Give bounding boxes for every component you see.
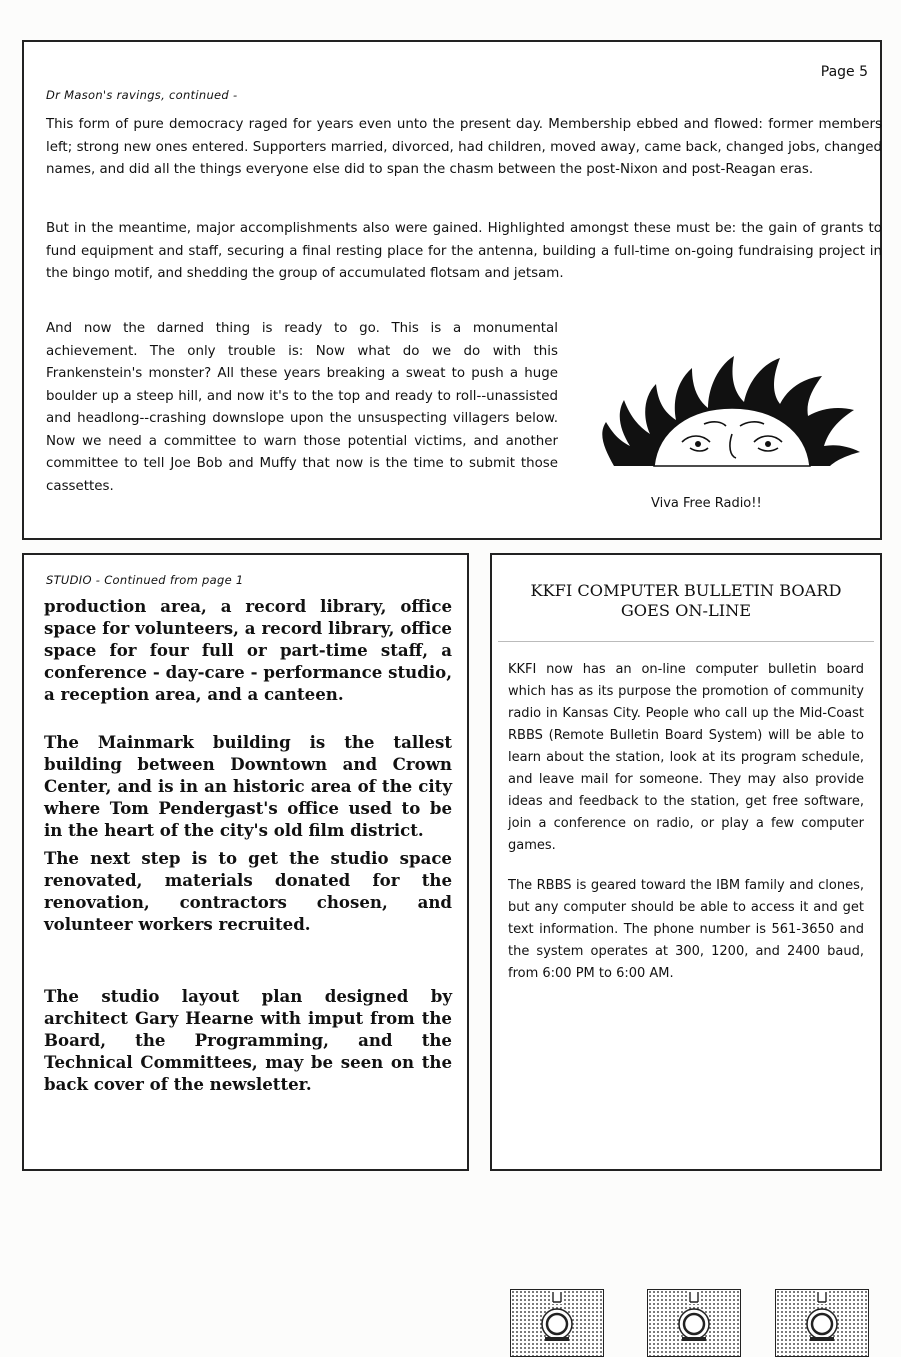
ravings-article xyxy=(22,40,882,540)
bbs-title xyxy=(502,581,870,621)
page-number: Page 5 xyxy=(820,64,868,80)
sun-illustration xyxy=(594,338,864,468)
bbs-title-line-2: GOES ON-LINE xyxy=(620,601,752,620)
studio-paragraph-1: production area, a record library, office space for volunteers, a record library, office space for four full or part-time staff, a conference - day-care - performance studio, a reception area, and a canteen. xyxy=(44,596,452,704)
ravings-paragraph-3: And now the darned thing is ready to go. This is a monumental achievement. The only trouble is: Now what do we do with this Frankenstein's monster? All these years breaking a sweat to push a huge boulder up a steep hill, and now it's to the top and ready to roll--unassisted and headlong--crashing downslope upon the unsuspecting villagers below. Now we need a committee to warn those potential victims, and another committee to tell Joe Bob and Muffy that now is the time to submit those cassettes. xyxy=(46,321,558,494)
bbs-title-line-1: KKFI COMPUTER BULLETIN BOARD xyxy=(530,581,842,600)
bbs-article xyxy=(490,553,882,1171)
studio-paragraph-3: The next step is to get the studio space renovated, materials donated for the renovation, contractors chosen, and volunteer workers recruited. xyxy=(44,848,452,934)
studio-heading: STUDIO - Continued from page 1 xyxy=(46,573,244,587)
studio-paragraph-4: The studio layout plan designed by architect Gary Hearne with imput from the Board, the Programming, and the Technical Committees, may be seen on the back cover of the newsletter. xyxy=(44,986,452,1094)
ravings-paragraph-1: This form of pure democracy raged for years even unto the present day. Membership ebbed and flowed: former members left; strong new ones entered. Supporters married, divorced, had children, moved away, came back, changed jobs, changed names, and did all the things everyone else did to span the chasm between the post-Nixon and post-Reagan eras. xyxy=(46,117,882,177)
ravings-paragraph-2: But in the meantime, major accomplishments also were gained. Highlighted amongst these must be: the gain of grants to fund equipment and staff, securing a final resting place for the antenna, building a full-time on-going fundraising project in the bingo motif, and shedding the group of accumulated flotsam and jetsam. xyxy=(46,221,882,281)
radio-icon xyxy=(647,1289,741,1357)
ravings-heading: Dr Mason's ravings, continued - xyxy=(46,88,238,102)
radio-icon xyxy=(510,1289,604,1357)
bbs-paragraph-1: KKFI now has an on-line computer bulletin board which has as its purpose the promotion of community radio in Kansas City. People who call up the Mid-Coast RBBS (Remote Bulletin Board System) will be able to learn about the station, look at its program schedule, and leave mail for someone. They may also provide ideas and feedback to the station, get free software, join a conference on radio, or play a few computer games. xyxy=(508,662,864,853)
bbs-paragraph-2: The RBBS is geared toward the IBM family and clones, but any computer should be able to access it and get text information. The phone number is 561-3650 and the system operates at 300, 1200, and 2400 baud, from 6:00 PM to 6:00 AM. xyxy=(508,878,864,981)
image-caption: Viva Free Radio!! xyxy=(651,496,762,511)
radio-icon xyxy=(775,1289,869,1357)
studio-article xyxy=(22,553,469,1171)
divider xyxy=(498,641,874,642)
studio-paragraph-2: The Mainmark building is the tallest building between Downtown and Crown Center, and is in an historic area of the city where Tom Pendergast's office used to be in the heart of the city's old film district. xyxy=(44,732,452,840)
